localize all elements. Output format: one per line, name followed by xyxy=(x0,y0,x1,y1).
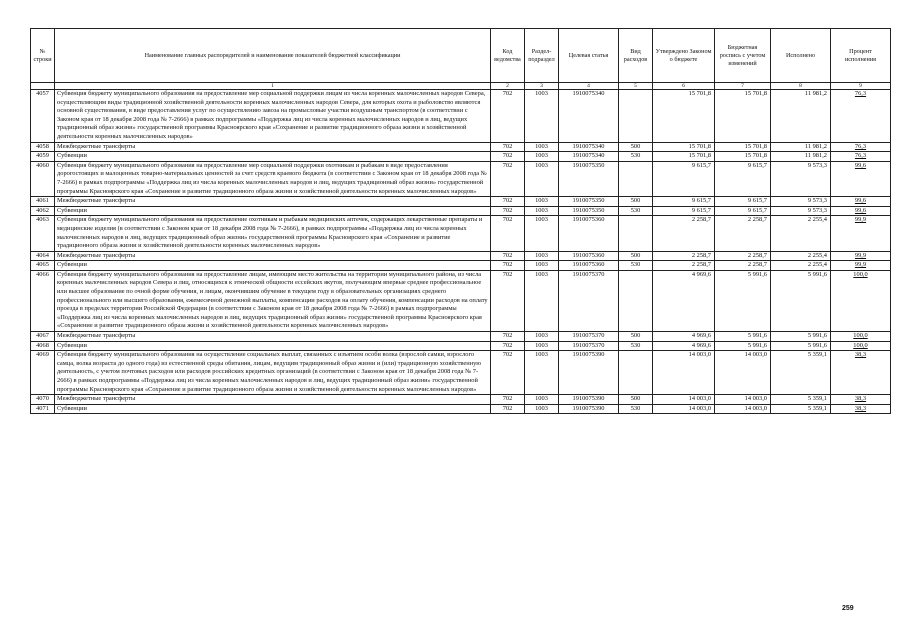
header-execution-percent: Процент исполнения xyxy=(831,29,891,83)
row-execution-percent: 76,3 xyxy=(831,142,891,152)
row-expense-type xyxy=(619,90,653,143)
row-target-article: 1910075370 xyxy=(559,270,619,331)
row-expense-type: 500 xyxy=(619,332,653,342)
row-id: 4067 xyxy=(31,332,55,342)
row-name: Субвенции xyxy=(55,152,491,162)
row-executed: 11 981,2 xyxy=(771,90,831,143)
row-budget-schedule: 15 701,8 xyxy=(715,90,771,143)
row-name: Межбюджетные трансферты xyxy=(55,251,491,261)
colnum-6: 6 xyxy=(653,83,715,90)
row-expense-type xyxy=(619,161,653,196)
row-section: 1003 xyxy=(525,251,559,261)
row-department-code: 702 xyxy=(491,270,525,331)
row-department-code: 702 xyxy=(491,152,525,162)
row-budget-schedule: 5 991,6 xyxy=(715,332,771,342)
row-department-code: 702 xyxy=(491,332,525,342)
row-target-article: 1910075390 xyxy=(559,395,619,405)
row-department-code: 702 xyxy=(491,142,525,152)
row-id: 4070 xyxy=(31,395,55,405)
row-target-article: 1910075340 xyxy=(559,152,619,162)
table-row xyxy=(31,152,891,162)
row-section: 1003 xyxy=(525,216,559,251)
row-expense-type: 530 xyxy=(619,404,653,414)
header-approved: Утверждено Законом о бюджете xyxy=(653,29,715,83)
row-execution-percent: 100,0 xyxy=(831,270,891,331)
row-target-article: 1910075350 xyxy=(559,197,619,207)
row-department-code: 702 xyxy=(491,404,525,414)
row-expense-type: 530 xyxy=(619,261,653,271)
row-budget-schedule: 9 615,7 xyxy=(715,161,771,196)
row-section: 1003 xyxy=(525,206,559,216)
row-expense-type: 530 xyxy=(619,341,653,351)
row-target-article: 1910075350 xyxy=(559,161,619,196)
page-number: 259 xyxy=(842,605,854,612)
table-body xyxy=(31,90,891,414)
row-department-code: 702 xyxy=(491,90,525,143)
colnum-blank xyxy=(31,83,55,90)
row-department-code: 702 xyxy=(491,251,525,261)
row-execution-percent: 99,6 xyxy=(831,197,891,207)
row-expense-type: 500 xyxy=(619,142,653,152)
row-section: 1003 xyxy=(525,395,559,405)
row-budget-schedule: 9 615,7 xyxy=(715,197,771,207)
row-name: Субвенции xyxy=(55,206,491,216)
row-approved: 15 701,8 xyxy=(653,142,715,152)
table-row xyxy=(31,251,891,261)
row-approved: 14 003,0 xyxy=(653,351,715,395)
row-expense-type: 500 xyxy=(619,395,653,405)
row-target-article: 1910075360 xyxy=(559,216,619,251)
table-row xyxy=(31,197,891,207)
row-section: 1003 xyxy=(525,351,559,395)
row-executed: 2 255,4 xyxy=(771,251,831,261)
row-execution-percent: 100,0 xyxy=(831,341,891,351)
row-name: Субвенция бюджету муниципального образования на предоставление мер социальной поддержки охотникам и рыбакам в виде предоставления дорогостоящих и малоценных товарно-материальных ценностей за счет средств краевого бюджета (в соответствии с Законом края от 18 декабря 2008 года № 7-2666) в рамках подпрограммы «Поддержка лиц из числа коренных малочисленных народов и лиц, ведущих традиционный образ жизни» государственной программы Красноярского края «Сохранение и развитие традиционного образа жизни и хозяйственной деятельности коренных малочисленных народов» xyxy=(55,161,491,196)
row-budget-schedule: 14 003,0 xyxy=(715,395,771,405)
row-id: 4058 xyxy=(31,142,55,152)
colnum-3: 3 xyxy=(525,83,559,90)
row-execution-percent: 99,9 xyxy=(831,216,891,251)
row-name: Межбюджетные трансферты xyxy=(55,142,491,152)
colnum-8: 8 xyxy=(771,83,831,90)
row-executed: 5 359,1 xyxy=(771,351,831,395)
row-department-code: 702 xyxy=(491,261,525,271)
row-executed: 11 981,2 xyxy=(771,142,831,152)
row-approved: 9 615,7 xyxy=(653,206,715,216)
header-expense-type: Вид расходов xyxy=(619,29,653,83)
header-section: Раздел-подраздел xyxy=(525,29,559,83)
row-approved: 4 969,6 xyxy=(653,341,715,351)
row-id: 4066 xyxy=(31,270,55,331)
row-department-code: 702 xyxy=(491,216,525,251)
row-id: 4057 xyxy=(31,90,55,143)
row-department-code: 702 xyxy=(491,197,525,207)
table-row xyxy=(31,142,891,152)
row-executed: 2 255,4 xyxy=(771,261,831,271)
row-id: 4063 xyxy=(31,216,55,251)
budget-table-page xyxy=(30,28,890,414)
table-row xyxy=(31,341,891,351)
row-department-code: 702 xyxy=(491,161,525,196)
row-approved: 2 258,7 xyxy=(653,261,715,271)
row-department-code: 702 xyxy=(491,351,525,395)
row-approved: 15 701,8 xyxy=(653,90,715,143)
row-execution-percent: 99,6 xyxy=(831,161,891,196)
row-executed: 5 359,1 xyxy=(771,395,831,405)
row-section: 1003 xyxy=(525,341,559,351)
row-expense-type xyxy=(619,351,653,395)
row-execution-percent: 99,9 xyxy=(831,261,891,271)
row-executed: 2 255,4 xyxy=(771,216,831,251)
row-name: Субвенции xyxy=(55,261,491,271)
row-approved: 15 701,8 xyxy=(653,152,715,162)
row-name: Межбюджетные трансферты xyxy=(55,197,491,207)
row-expense-type: 530 xyxy=(619,152,653,162)
table-row xyxy=(31,351,891,395)
row-name: Субвенции xyxy=(55,404,491,414)
row-section: 1003 xyxy=(525,142,559,152)
row-department-code: 702 xyxy=(491,341,525,351)
row-executed: 9 573,3 xyxy=(771,161,831,196)
row-executed: 5 991,6 xyxy=(771,332,831,342)
row-department-code: 702 xyxy=(491,206,525,216)
colnum-5: 5 xyxy=(619,83,653,90)
table-row xyxy=(31,161,891,196)
row-executed: 5 991,6 xyxy=(771,270,831,331)
row-section: 1003 xyxy=(525,404,559,414)
row-expense-type: 530 xyxy=(619,206,653,216)
row-budget-schedule: 2 258,7 xyxy=(715,261,771,271)
row-expense-type xyxy=(619,216,653,251)
row-expense-type xyxy=(619,270,653,331)
row-section: 1003 xyxy=(525,161,559,196)
row-executed: 5 991,6 xyxy=(771,341,831,351)
row-approved: 14 003,0 xyxy=(653,395,715,405)
row-approved: 2 258,7 xyxy=(653,251,715,261)
row-execution-percent: 76,3 xyxy=(831,152,891,162)
row-budget-schedule: 15 701,8 xyxy=(715,142,771,152)
row-target-article: 1910075360 xyxy=(559,251,619,261)
row-section: 1003 xyxy=(525,261,559,271)
table-row xyxy=(31,270,891,331)
row-section: 1003 xyxy=(525,197,559,207)
row-id: 4064 xyxy=(31,251,55,261)
row-name: Субвенция бюджету муниципального образования на предоставление мер социальной поддержки лицам из числа коренных малочисленных народов Севера, осуществляющим виды традиционной хозяйственной деятельности коренных малочисленных народов Севера, для которых охота и рыболовство являются основной существования, в виде предоставления услуг по осуществлению завоза на промысловые участки воздушным транспортом (в соответствии с Законом края от 18 декабря 2008 года № 7-2666) в рамках подпрограммы «Поддержка лиц из числа коренных малочисленных народов и лиц, ведущих традиционный образ жизни» государственной программы Красноярского края «Сохранение и развитие традиционного образа жизни и хозяйственной деятельности коренных малочисленных народов» xyxy=(55,90,491,143)
table-row xyxy=(31,395,891,405)
table-row xyxy=(31,261,891,271)
row-budget-schedule: 15 701,8 xyxy=(715,152,771,162)
row-name: Субвенция бюджету муниципального образования на предоставление охотникам и рыбакам медицинских аптечек, содержащих лекарственные препараты и медицинские изделия (в соответствии с Законом края от 18 декабря 2008 года № 7-2666), в рамках подпрограммы «Поддержка лиц из числа коренных малочисленных народов и лиц, ведущих традиционный образ жизни» государственной программы Красноярского края «Сохранение и развитие традиционного образа жизни и хозяйственной деятельности коренных малочисленных народов» xyxy=(55,216,491,251)
colnum-4: 4 xyxy=(559,83,619,90)
row-section: 1003 xyxy=(525,152,559,162)
table-row xyxy=(31,332,891,342)
row-id: 4068 xyxy=(31,341,55,351)
colnum-1: 1 xyxy=(55,83,491,90)
row-execution-percent: 76,3 xyxy=(831,90,891,143)
row-budget-schedule: 2 258,7 xyxy=(715,216,771,251)
row-executed: 11 981,2 xyxy=(771,152,831,162)
row-budget-schedule: 14 003,0 xyxy=(715,404,771,414)
row-name: Субвенция бюджету муниципального образования на осуществление социальных выплат, связанных с изъятием особи волка (взрослой самки, взрослого самца, волка возраста до одного года) из естественной среды обитания, лицам, ведущим традиционный образ жизни и (или) традиционную хозяйственную деятельность, с учетом почтовых расходов или расходов российских кредитных организаций (в соответствии с Законом края от 18 декабря 2008 года № 7-2666) в рамках подпрограммы «Поддержка лиц из числа коренных малочисленных народов и лиц, ведущих традиционный образ жизни» государственной программы Красноярского края «Сохранение и развитие традиционного образа жизни и хозяйственной деятельности коренных малочисленных народов» xyxy=(55,351,491,395)
row-approved: 9 615,7 xyxy=(653,197,715,207)
row-executed: 9 573,3 xyxy=(771,197,831,207)
row-approved: 4 969,6 xyxy=(653,270,715,331)
budget-table xyxy=(30,28,891,414)
row-id: 4061 xyxy=(31,197,55,207)
row-target-article: 1910075340 xyxy=(559,142,619,152)
row-budget-schedule: 14 003,0 xyxy=(715,351,771,395)
row-budget-schedule: 2 258,7 xyxy=(715,251,771,261)
row-execution-percent: 99,6 xyxy=(831,206,891,216)
row-name: Межбюджетные трансферты xyxy=(55,332,491,342)
colnum-9: 9 xyxy=(831,83,891,90)
header-row-number: № строки xyxy=(31,29,55,83)
row-budget-schedule: 5 991,6 xyxy=(715,341,771,351)
row-target-article: 1910075390 xyxy=(559,351,619,395)
header-department-code: Код ведомства xyxy=(491,29,525,83)
row-execution-percent: 38,3 xyxy=(831,404,891,414)
table-row xyxy=(31,216,891,251)
row-execution-percent: 38,3 xyxy=(831,395,891,405)
row-id: 4065 xyxy=(31,261,55,271)
row-section: 1003 xyxy=(525,90,559,143)
row-id: 4071 xyxy=(31,404,55,414)
header-name: Наименование главных распорядителей и наименование показателей бюджетной классификации xyxy=(55,29,491,83)
row-budget-schedule: 9 615,7 xyxy=(715,206,771,216)
row-execution-percent: 38,3 xyxy=(831,351,891,395)
row-department-code: 702 xyxy=(491,395,525,405)
row-name: Субвенция бюджету муниципального образования на предоставление лицам, имеющим место жительства на территории муниципального района, из числа коренных малочисленных народов Севера и лиц, относящихся к этнической общности ессейских якутов, получающим впервые среднее профессиональное или высшее образование по очной форме обучения, и лицам, окончившим обучение в текущем году в образовательных организациях среднего профессионального или высшего образования, ежемесячной денежной выплаты, компенсации расходов на оплату обучения, компенсации расходов на оплату проезда в пределах территории Российской Федерации (в соответствии с Законом края от 18 декабря 2008 года № 7-2666) в рамках подпрограммы «Поддержка лиц из числа коренных малочисленных народов и лиц, ведущих традиционный образ жизни» государственной программы Красноярского края «Сохранение и развитие традиционного образа жизни и хозяйственной деятельности коренных малочисленных народов» xyxy=(55,270,491,331)
header-budget-schedule: Бюджетная роспись с учетом изменений xyxy=(715,29,771,83)
row-executed: 5 359,1 xyxy=(771,404,831,414)
row-target-article: 1910075390 xyxy=(559,404,619,414)
row-expense-type: 500 xyxy=(619,251,653,261)
row-approved: 9 615,7 xyxy=(653,161,715,196)
row-section: 1003 xyxy=(525,270,559,331)
row-executed: 9 573,3 xyxy=(771,206,831,216)
row-name: Субвенции xyxy=(55,341,491,351)
row-id: 4059 xyxy=(31,152,55,162)
row-target-article: 1910075370 xyxy=(559,332,619,342)
colnum-2: 2 xyxy=(491,83,525,90)
row-section: 1003 xyxy=(525,332,559,342)
row-approved: 2 258,7 xyxy=(653,216,715,251)
row-execution-percent: 100,0 xyxy=(831,332,891,342)
row-expense-type: 500 xyxy=(619,197,653,207)
table-row xyxy=(31,90,891,143)
row-execution-percent: 99,9 xyxy=(831,251,891,261)
row-id: 4060 xyxy=(31,161,55,196)
table-row xyxy=(31,404,891,414)
row-budget-schedule: 5 991,6 xyxy=(715,270,771,331)
row-target-article: 1910075340 xyxy=(559,90,619,143)
row-name: Межбюджетные трансферты xyxy=(55,395,491,405)
row-target-article: 1910075370 xyxy=(559,341,619,351)
row-target-article: 1910075350 xyxy=(559,206,619,216)
colnum-7: 7 xyxy=(715,83,771,90)
row-approved: 4 969,6 xyxy=(653,332,715,342)
row-id: 4062 xyxy=(31,206,55,216)
row-approved: 14 003,0 xyxy=(653,404,715,414)
header-executed: Исполнено xyxy=(771,29,831,83)
header-target-article: Целевая статья xyxy=(559,29,619,83)
table-row xyxy=(31,206,891,216)
row-id: 4069 xyxy=(31,351,55,395)
row-target-article: 1910075360 xyxy=(559,261,619,271)
